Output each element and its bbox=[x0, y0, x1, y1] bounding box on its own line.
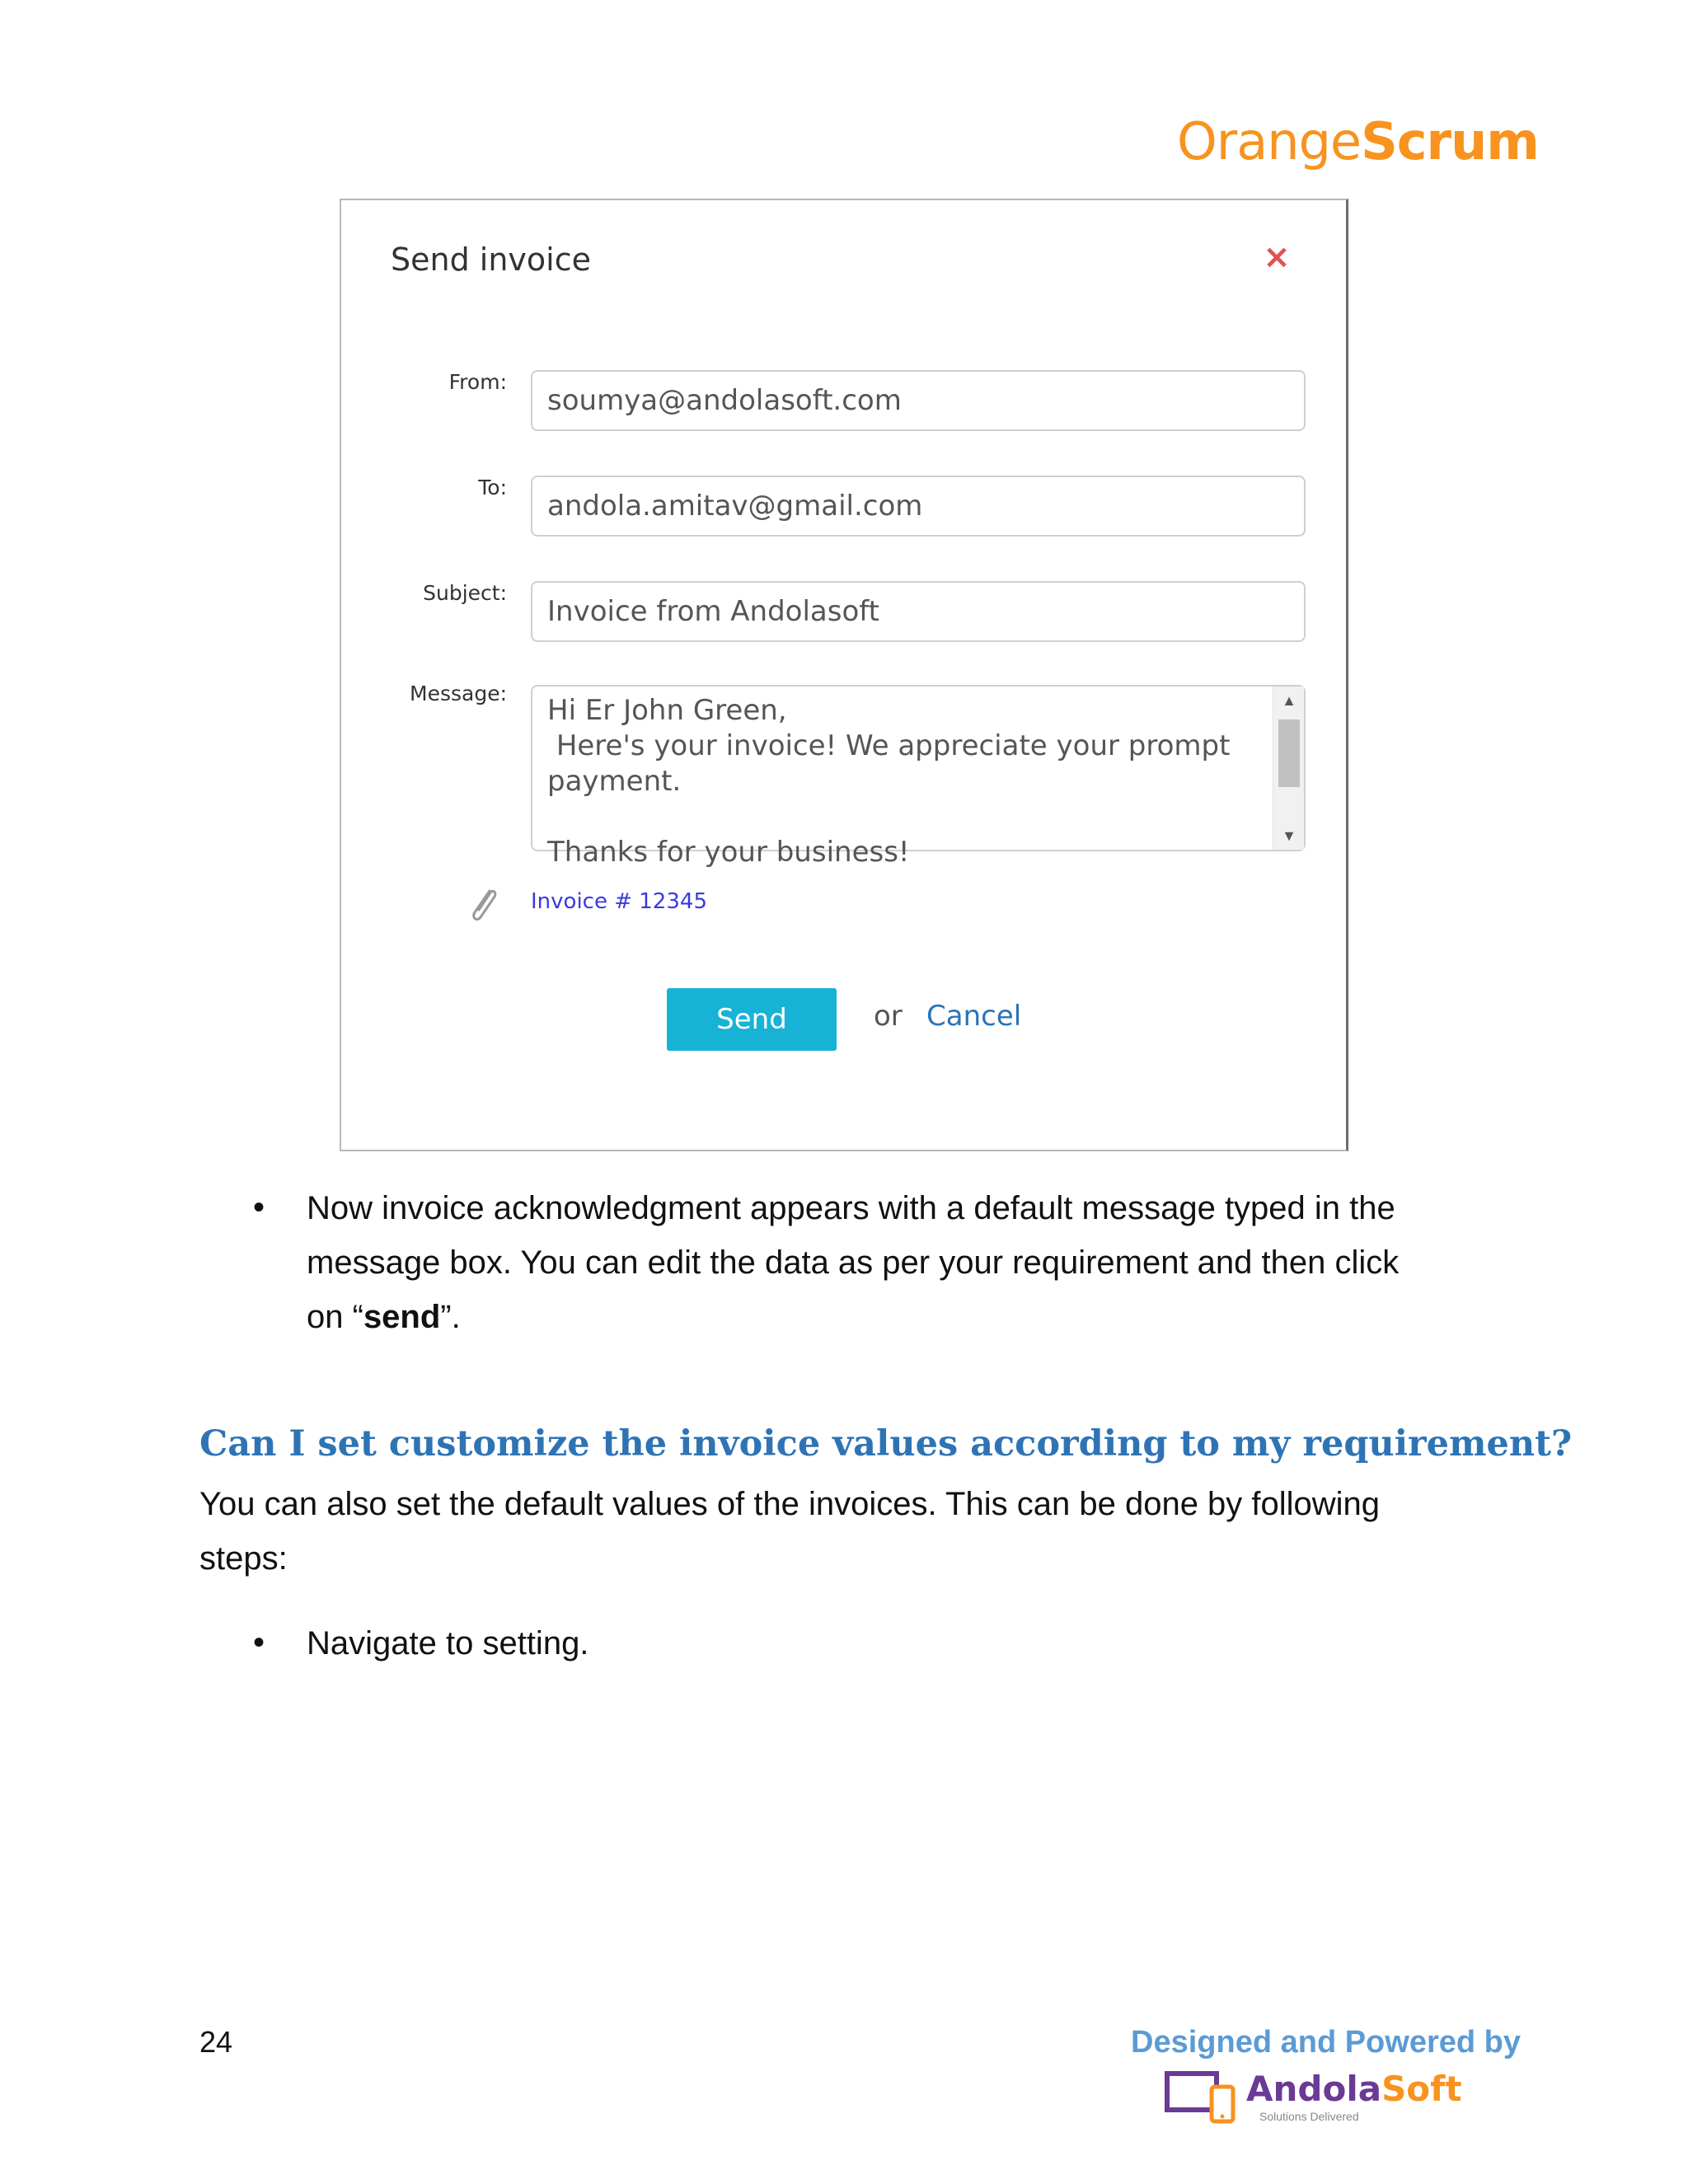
bullet-1-line-3-post: ”. bbox=[440, 1299, 461, 1335]
message-scrollbar[interactable] bbox=[1273, 687, 1304, 850]
message-text: Hi Er John Green, Here's your invoice! We appreciate your prompt payment. Thanks for your business! bbox=[547, 694, 1231, 869]
bullet-1-line-2: message box. You can edit the data as per your requirement and then click bbox=[307, 1244, 1400, 1281]
close-icon[interactable]: × bbox=[1263, 238, 1291, 276]
subject-label: Subject: bbox=[423, 581, 507, 605]
send-button[interactable]: Send bbox=[667, 988, 837, 1051]
section-heading: Can I set customize the invoice values according to my requirement? bbox=[199, 1423, 1573, 1465]
brand-tagline: Solutions Delivered bbox=[1259, 2110, 1359, 2123]
logo-word-orange: Orange bbox=[1177, 111, 1362, 171]
subject-field[interactable]: Invoice from Andolasoft bbox=[531, 581, 1306, 642]
andolasoft-wordmark bbox=[1246, 2069, 1462, 2109]
intro-line-1: You can also set the default values of the invoices. This can be done by following bbox=[199, 1486, 1381, 1522]
bullet-1-send-bold: send bbox=[363, 1299, 441, 1335]
brand-word-soft: Soft bbox=[1381, 2069, 1462, 2109]
bullet-1-line-3-pre: on “ bbox=[307, 1299, 363, 1335]
from-field[interactable]: soumya@andolasoft.com bbox=[531, 370, 1306, 431]
scroll-down-arrow-icon[interactable]: ▼ bbox=[1282, 827, 1296, 844]
bullet-dot: • bbox=[253, 1624, 265, 1661]
dialog-title: Send invoice bbox=[391, 241, 591, 278]
bullet-dot: • bbox=[253, 1189, 265, 1226]
cancel-link[interactable]: Cancel bbox=[926, 1000, 1022, 1033]
bullet-1-line-3 bbox=[307, 1290, 1399, 1344]
from-label: From: bbox=[448, 370, 507, 394]
paperclip-icon bbox=[465, 884, 501, 926]
or-text: or bbox=[874, 1000, 903, 1033]
intro-paragraph bbox=[199, 1477, 1380, 1586]
devices-icon bbox=[1164, 2070, 1238, 2125]
bullet-2-text: Navigate to setting. bbox=[307, 1625, 589, 1661]
scrollbar-thumb[interactable] bbox=[1278, 719, 1300, 787]
bullet-1-line-1: Now invoice acknowledgment appears with a default message typed in the bbox=[307, 1190, 1395, 1226]
brand-word-andola: Andola bbox=[1246, 2069, 1382, 2109]
powered-by-text: Designed and Powered by bbox=[1131, 2025, 1521, 2060]
intro-line-2: steps: bbox=[199, 1540, 288, 1577]
message-textarea[interactable] bbox=[531, 685, 1306, 869]
to-label: To: bbox=[478, 476, 507, 499]
bullet-1-paragraph bbox=[307, 1181, 1399, 1344]
invoice-attachment-link[interactable]: Invoice # 12345 bbox=[531, 889, 707, 914]
message-label: Message: bbox=[410, 682, 507, 705]
andolasoft-logo bbox=[1164, 2067, 1462, 2126]
send-invoice-dialog bbox=[340, 199, 1348, 1151]
orangescrum-logo bbox=[1177, 92, 1539, 171]
page-number: 24 bbox=[199, 2025, 233, 2059]
to-field[interactable]: andola.amitav@gmail.com bbox=[531, 476, 1306, 537]
scroll-up-arrow-icon[interactable]: ▲ bbox=[1282, 692, 1296, 709]
logo-word-scrum: Scrum bbox=[1361, 111, 1539, 171]
